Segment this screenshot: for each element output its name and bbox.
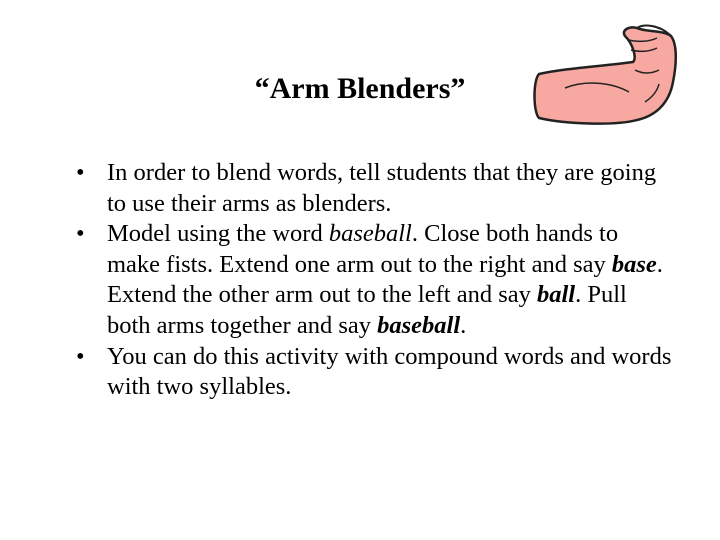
- bullet-1-text: In order to blend words, tell students that they are going to use their arms as blenders.: [107, 159, 657, 217]
- bullet-item-1: [74, 158, 674, 219]
- bullet-2-word-base: base: [611, 250, 657, 278]
- slide-title-text: “Arm Blenders”: [254, 72, 466, 105]
- bullet-2-word-ball: ball: [536, 281, 576, 309]
- bullet-item-3: [74, 342, 674, 403]
- bullet-2-word-baseball: baseball: [377, 311, 461, 339]
- bullet-2-word-baseball-italic: baseball: [328, 220, 412, 248]
- bullet-2-text-5: .: [460, 311, 467, 339]
- bullet-2-text-4: . Pull both arms together and say: [107, 281, 627, 339]
- bullet-2-text-3: . Extend the other arm out to the left and say: [107, 250, 663, 309]
- bullet-item-2: [74, 219, 674, 341]
- bullet-3-text: You can do this activity with compound words and words with two syllables.: [107, 342, 672, 401]
- bullet-2-text-2: . Close both hands to make fists. Extend one arm out to the right and say: [107, 220, 619, 278]
- flexed-arm-icon: [525, 22, 685, 132]
- bullet-2-text-1: Model using the word: [107, 220, 329, 248]
- bullet-list: [74, 158, 674, 403]
